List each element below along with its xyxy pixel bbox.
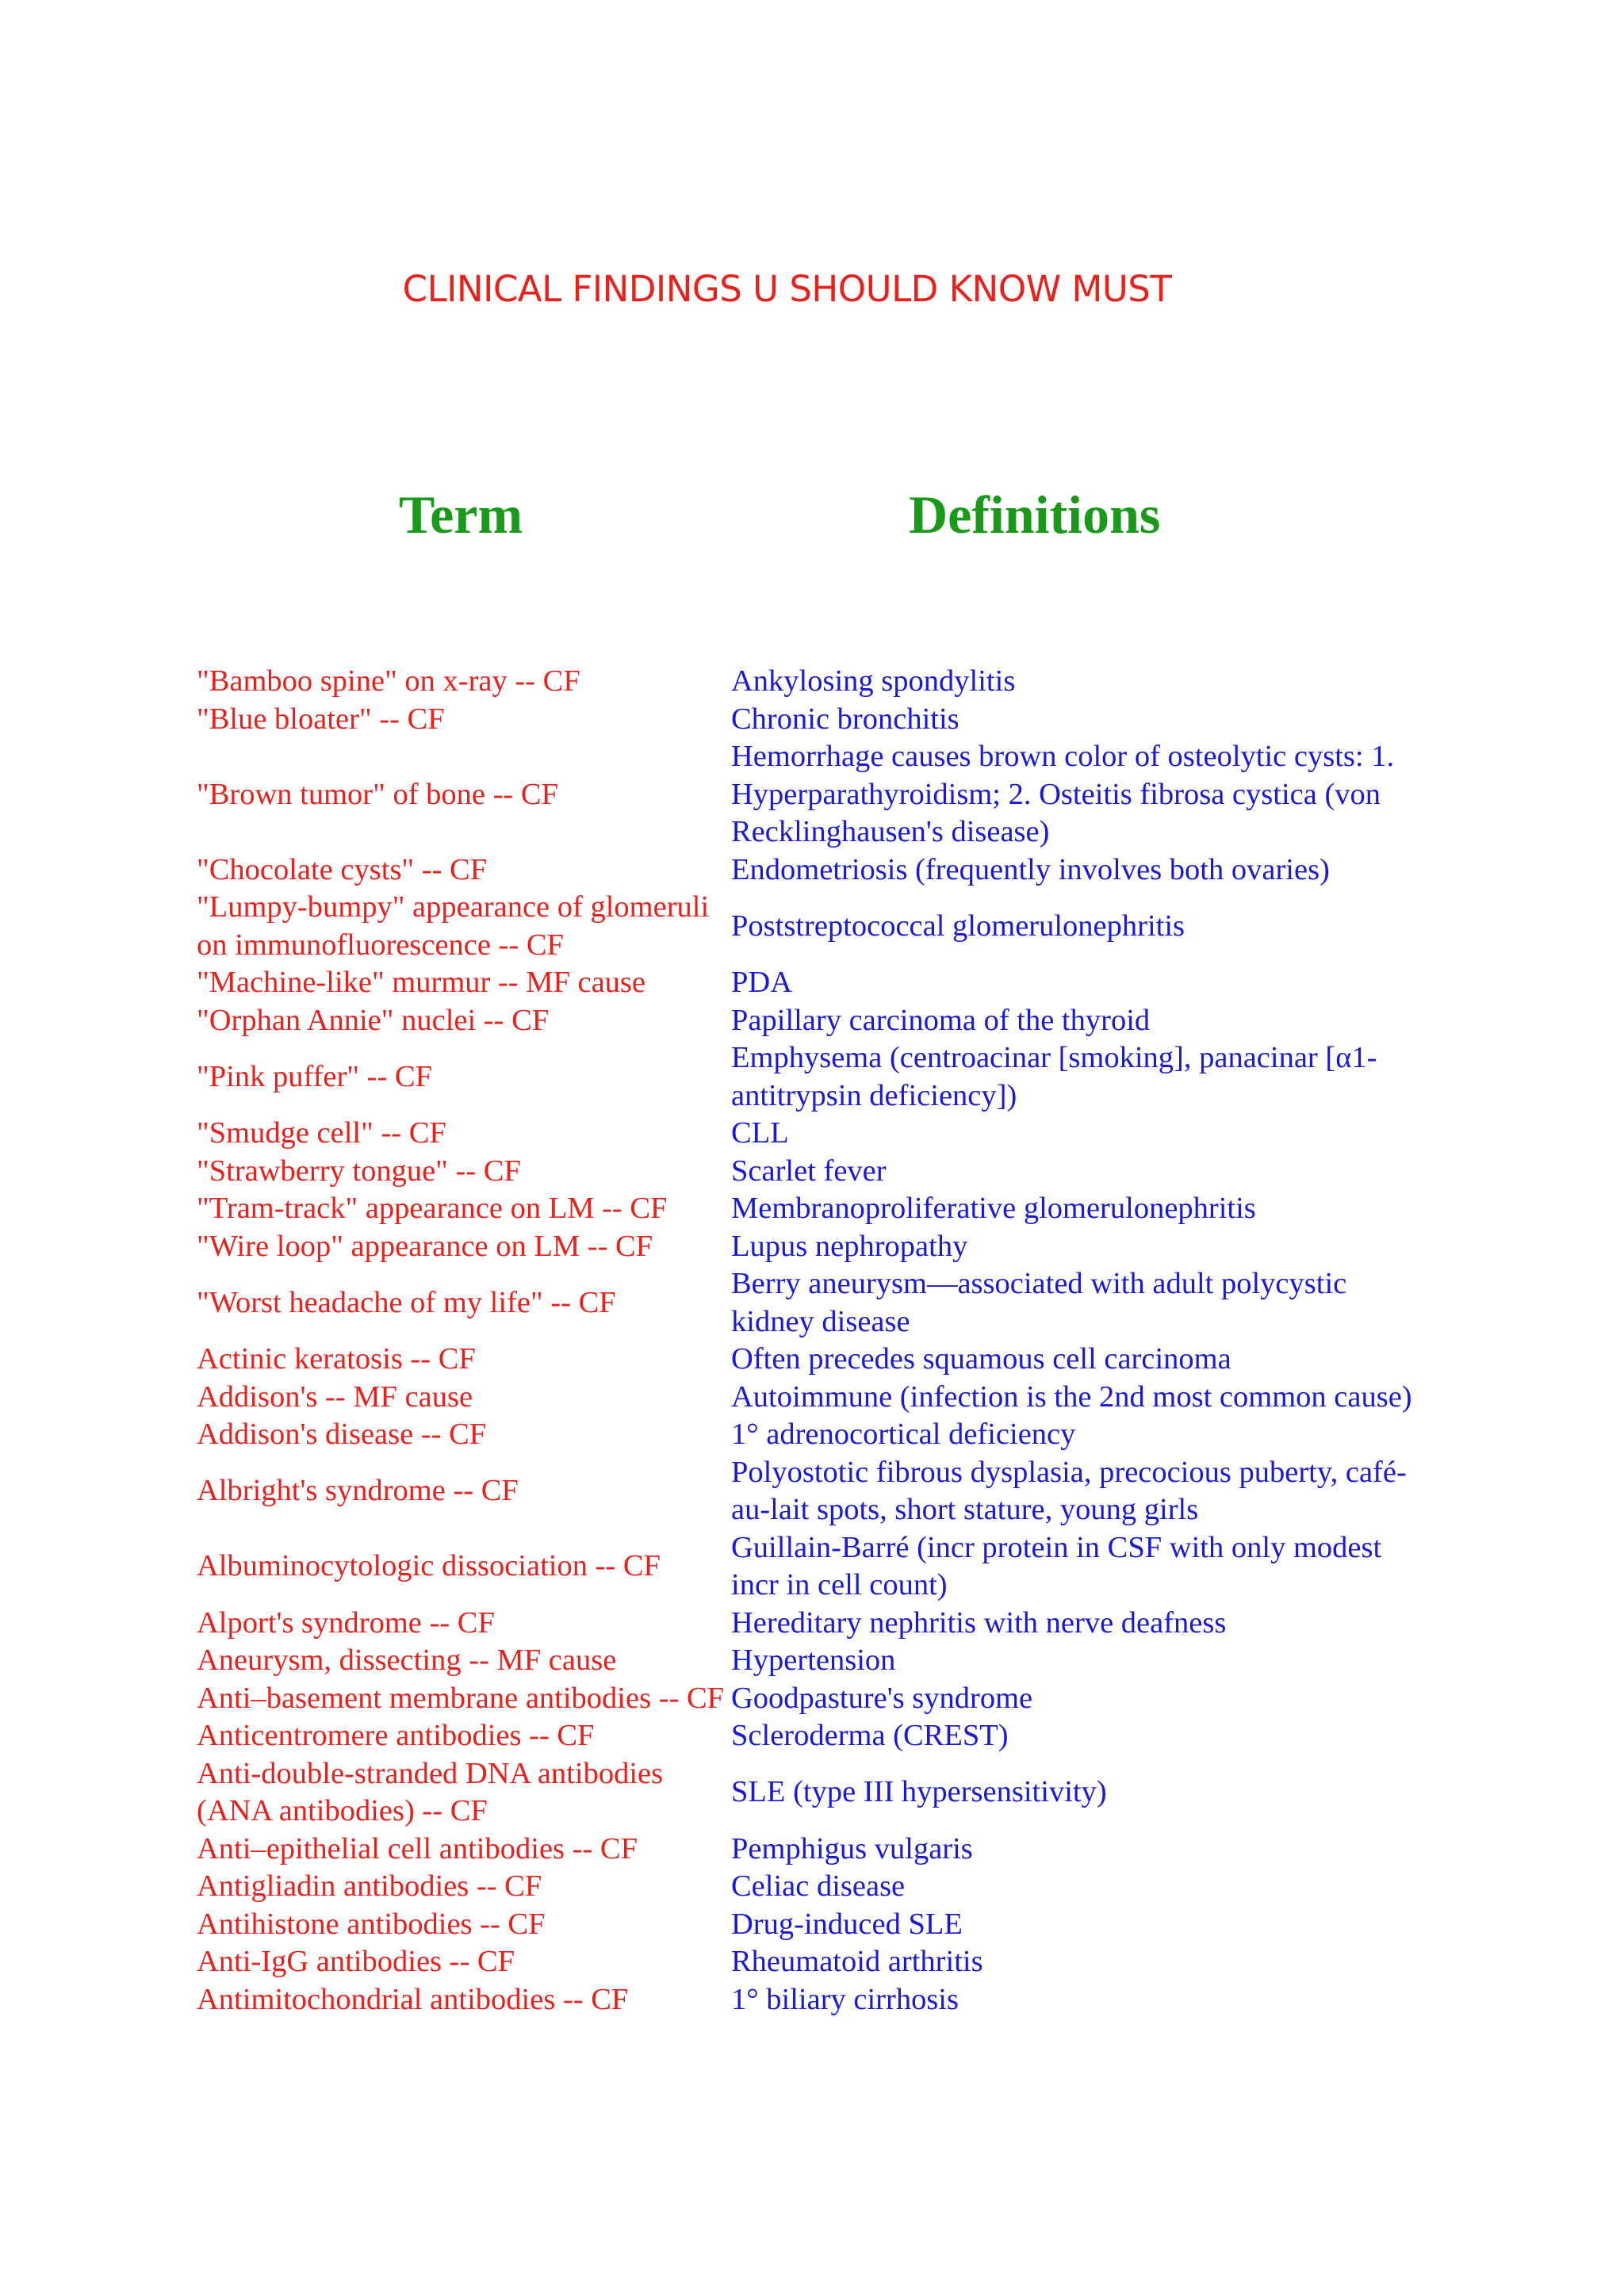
definition-cell: Chronic bronchitis [731, 702, 959, 736]
term-cell: "Chocolate cysts" -- CF [197, 852, 488, 886]
definition-cell: Berry aneurysm—associated with adult polycystic kidney disease [731, 1267, 1347, 1338]
term-cell: Anti-IgG antibodies -- CF [197, 1945, 515, 1978]
term-cell: "Lumpy-bumpy" appearance of glomeruli on immunofluorescence -- CF [197, 890, 710, 962]
table-row [197, 1642, 1434, 1680]
table-row [197, 1416, 1434, 1454]
term-cell: Albright's syndrome -- CF [197, 1474, 519, 1508]
term-cell: "Smudge cell" -- CF [197, 1116, 446, 1150]
term-cell: Anticentromere antibodies -- CF [197, 1719, 595, 1752]
table-row [197, 1265, 1434, 1341]
definition-cell: Scarlet fever [731, 1154, 887, 1188]
term-cell: Actinic keratosis -- CF [197, 1342, 476, 1376]
term-cell: Antihistone antibodies -- CF [197, 1907, 546, 1941]
definition-cell: Drug-induced SLE [731, 1907, 963, 1941]
table-row [197, 1868, 1434, 1906]
definition-cell: Polyostotic fibrous dysplasia, precocious puberty, café-au-lait spots, short stature, young girls [731, 1455, 1407, 1526]
definition-cell: Ankylosing spondylitis [731, 664, 1016, 698]
definition-cell: Endometriosis (frequently involves both ovaries) [731, 852, 1330, 886]
table-row [197, 1943, 1434, 1981]
term-cell: Anti–basement membrane antibodies -- CF [197, 1681, 725, 1715]
table-row [197, 1341, 1434, 1379]
term-cell: Anti-double-stranded DNA antibodies (ANA antibodies) -- CF [197, 1756, 664, 1827]
term-cell: "Pink puffer" -- CF [197, 1059, 433, 1093]
term-cell: "Machine-like" murmur -- MF cause [197, 966, 645, 999]
table-row [197, 1906, 1434, 1944]
table-row [197, 1529, 1434, 1605]
table-row [197, 1039, 1434, 1115]
definition-cell: Scleroderma (CREST) [731, 1719, 1009, 1752]
table-row [197, 1831, 1434, 1869]
term-cell: "Tram-track" appearance on LM -- CF [197, 1192, 668, 1225]
table-row [197, 1605, 1434, 1643]
definition-cell: Hemorrhage causes brown color of osteolytic cysts: 1. Hyperparathyroidism; 2. Osteitis fibrosa cystica (von Recklinghausen's disease) [731, 740, 1395, 848]
term-cell: Albuminocytologic dissociation -- CF [197, 1549, 661, 1583]
term-cell: Alport's syndrome -- CF [197, 1605, 495, 1640]
term-cell: "Wire loop" appearance on LM -- CF [197, 1229, 653, 1263]
definition-cell: Papillary carcinoma of the thyroid [731, 1003, 1151, 1037]
term-column-header: Term [399, 484, 523, 545]
table-row [197, 1755, 1434, 1831]
definition-cell: Poststreptococcal glomerulonephritis [731, 909, 1185, 943]
term-cell: Anti–epithelial cell antibodies -- CF [197, 1831, 638, 1866]
definition-cell: Pemphigus vulgaris [731, 1831, 973, 1866]
term-cell: "Brown tumor" of bone -- CF [197, 777, 558, 811]
table-row [197, 701, 1434, 739]
table-row [197, 964, 1434, 1002]
definition-cell: Membranoproliferative glomerulonephritis [731, 1192, 1256, 1225]
table-row [197, 1379, 1434, 1417]
term-cell: "Strawberry tongue" -- CF [197, 1154, 521, 1188]
page-title: CLINICAL FINDINGS U SHOULD KNOW MUST [402, 268, 1172, 310]
term-cell: "Bamboo spine" on x-ray -- CF [197, 664, 580, 698]
table-row [197, 738, 1434, 851]
definition-cell: Celiac disease [731, 1869, 906, 1903]
term-cell: Addison's -- MF cause [197, 1380, 473, 1414]
definitions-column-header: Definitions [909, 484, 1161, 545]
table-row [197, 663, 1434, 701]
table-row [197, 1002, 1434, 1040]
definition-cell: Goodpasture's syndrome [731, 1681, 1033, 1715]
term-cell: Antimitochondrial antibodies -- CF [197, 1982, 629, 2016]
table-row [197, 1190, 1434, 1228]
definition-cell: Hypertension [731, 1644, 896, 1677]
definition-cell: Emphysema (centroacinar [smoking], panacinar [α1-antitrypsin deficiency]) [731, 1041, 1377, 1112]
term-cell: "Orphan Annie" nuclei -- CF [197, 1003, 550, 1037]
definition-cell: Guillain-Barré (incr protein in CSF with only modest incr in cell count) [731, 1530, 1382, 1601]
term-cell: "Blue bloater" -- CF [197, 702, 445, 736]
definition-cell: Lupus nephropathy [731, 1229, 968, 1263]
findings-table [197, 663, 1434, 2019]
table-row [197, 1981, 1434, 2019]
definition-cell: PDA [731, 966, 793, 999]
definition-cell: 1° adrenocortical deficiency [731, 1418, 1076, 1451]
definition-cell: Rheumatoid arthritis [731, 1945, 983, 1978]
table-row [197, 1717, 1434, 1755]
table-row [197, 1115, 1434, 1153]
definition-cell: Hereditary nephritis with nerve deafness [731, 1605, 1227, 1640]
term-cell: Antigliadin antibodies -- CF [197, 1869, 542, 1903]
term-cell: Aneurysm, dissecting -- MF cause [197, 1644, 617, 1677]
table-row [197, 1228, 1434, 1266]
definition-cell: SLE (type III hypersensitivity) [731, 1775, 1107, 1809]
table-row [197, 889, 1434, 964]
definition-cell: Often precedes squamous cell carcinoma [731, 1342, 1231, 1376]
table-row [197, 1454, 1434, 1529]
definition-cell: 1° biliary cirrhosis [731, 1982, 959, 2016]
definition-cell: CLL [731, 1116, 789, 1150]
term-cell: Addison's disease -- CF [197, 1418, 487, 1451]
definition-cell: Autoimmune (infection is the 2nd most common cause) [731, 1380, 1412, 1414]
table-row [197, 1680, 1434, 1718]
table-row [197, 851, 1434, 890]
table-row [197, 1153, 1434, 1191]
term-cell: "Worst headache of my life" -- CF [197, 1285, 616, 1319]
